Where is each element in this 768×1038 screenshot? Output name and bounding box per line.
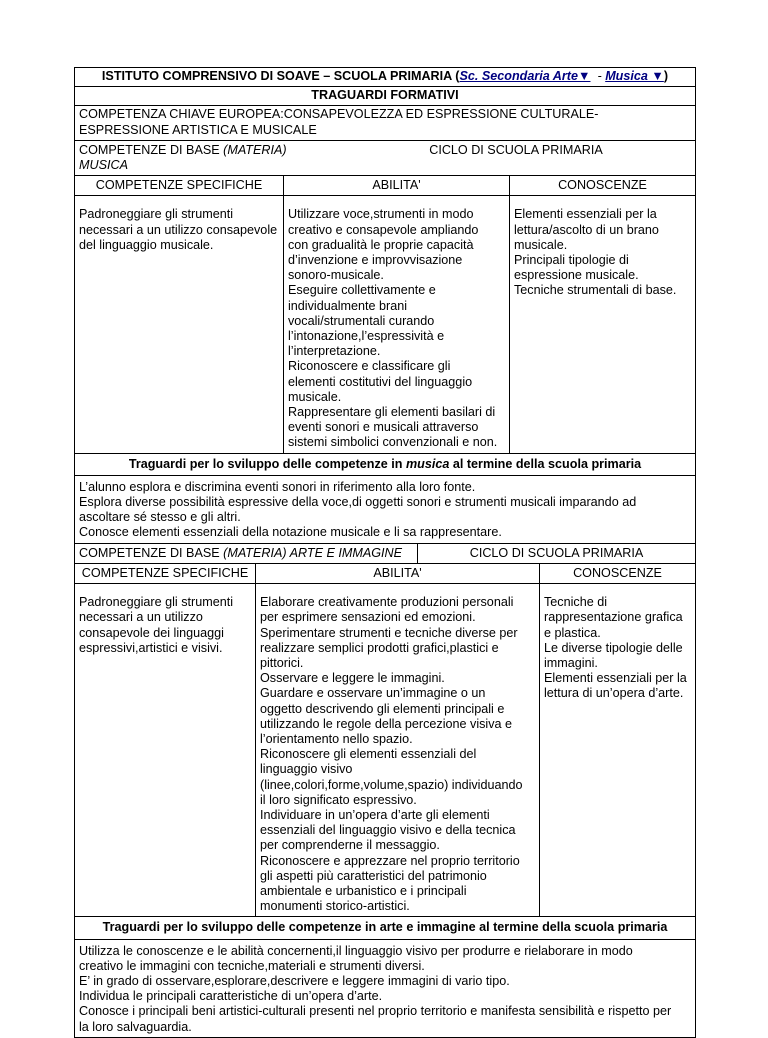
arte-conoscenze: Tecniche di rappresentazione grafica e plastica. Le diverse tipologie delle immagini. Elementi essenziali per la lettura di un’opera d’arte. (539, 584, 695, 916)
arte-traguardi-title: Traguardi per lo sviluppo delle competenze in arte e immagine al termine della scuola primaria (74, 916, 696, 939)
document-page (74, 67, 696, 1038)
arte-base-row (74, 543, 696, 564)
competenza-chiave-line: COMPETENZA CHIAVE EUROPEA:CONSAPEVOLEZZA ED ESPRESSIONE CULTURALE- (79, 107, 599, 122)
arte-col-conoscenze: CONOSCENZE (539, 564, 695, 583)
arte-ciclo: CICLO DI SCUOLA PRIMARIA (417, 544, 695, 563)
school-title-text: ISTITUTO COMPRENSIVO DI SOAVE – SCUOLA PRIMARIA ( (101, 69, 460, 83)
arte-column-headers (74, 563, 696, 584)
musica-col-abilita: ABILITA' (283, 176, 509, 195)
musica-content-row (74, 195, 696, 453)
musica-abilita: Utilizzare voce,strumenti in modo creativo e consapevole ampliando con gradualità le proprie capacità d’invenzione e improvvisazione sonoro-musicale. Eseguire collettivamente e individualmente brani vocali/strumentali curando l’intonazione,l’espressività e l’interpretazione. Riconoscere e classificare gli elementi costitutivi del linguaggio musicale. Rappresentare gli elementi basilari di eventi sonori e musicali attraverso sistemi simbolici convenzionali e non. (283, 196, 509, 452)
school-title-close: ) (663, 69, 669, 83)
link-separator: - (590, 69, 606, 83)
musica-link[interactable]: Musica ▼ (605, 69, 664, 83)
secondaria-arte-link[interactable]: Sc. Secondaria Arte▼ (459, 69, 591, 83)
arte-traguardi-text: Utilizza le conoscenze e le abilità concernenti,il linguaggio visivo per produrre e rielaborare in modo creativo le immagini con tecniche,materiali e strumenti diversi. E’ in grado di osservare,esplorare,descrivere e leggere immagini di vario tipo. Individua le principali caratteristiche di un’opera d’arte. Conosce i principali beni artistici-culturali presenti nel proprio territorio e manifesta sensibilità e rispetto per la loro salvaguardia. (74, 939, 696, 1038)
competenza-chiave (74, 105, 696, 140)
musica-materia: (MATERIA) MUSICA (79, 142, 287, 173)
musica-base-row (74, 140, 696, 176)
musica-col-conoscenze: CONOSCENZE (509, 176, 695, 195)
arte-abilita: Elaborare creativamente produzioni personali per esprimere sensazioni ed emozioni. Sperimentare strumenti e tecniche diverse per realizzare semplici prodotti grafici,plastici e pittorici. Osservare e leggere le immagini. Guardare e osservare un’immagine o un oggetto descrivendo gli elementi principali e utilizzando le regole della percezione visiva e l’orientamento nello spazio. Riconoscere gli elementi essenziali del linguaggio visivo (linee,colori,forme,volume,spazio) individuando il loro significato espressivo. Individuare in un’opera d’arte gli elementi essenziali del linguaggio visivo e della tecnica per comprenderne il messaggio. Riconoscere e apprezzare nel proprio territorio gli aspetti più caratteristici del patrimonio ambientale e urbanistico e i principali monumenti storico-artistici. (255, 584, 539, 916)
musica-traguardi-title: Traguardi per lo sviluppo delle competenze in musica al termine della scuola primaria (74, 453, 696, 476)
traguardi-formativi-heading: TRAGUARDI FORMATIVI (74, 86, 696, 106)
musica-traguardi-text: L’alunno esplora e discrimina eventi sonori in riferimento alla loro fonte. Esplora diverse possibilità espressive della voce,di oggetti sonori e strumenti musicali imparando ad ascoltare sé stesso e gli altri. Conosce elementi essenziali della notazione musicale e li sa rappresentare. (74, 475, 696, 544)
musica-traguardi-em: musica (405, 456, 450, 471)
musica-col-specifiche: COMPETENZE SPECIFICHE (95, 178, 263, 193)
musica-column-headers (74, 175, 696, 196)
school-title (74, 67, 696, 87)
musica-ciclo: CICLO DI SCUOLA PRIMARIA (429, 142, 603, 157)
musica-base-cell: COMPETENZE DI BASE (MATERIA) MUSICA (79, 142, 287, 173)
musica-conoscenze: Elementi essenziali per la lettura/ascolto di un brano musicale. Principali tipologie di espressione musicale. Tecniche strumentali di base. (509, 196, 695, 452)
competenza-chiave-line: ESPRESSIONE ARTISTICA E MUSICALE (79, 122, 317, 137)
arte-materia: (MATERIA) ARTE E IMMAGINE (223, 545, 403, 560)
arte-content-row (74, 583, 696, 917)
arte-col-abilita: ABILITA' (255, 564, 539, 583)
arte-specifiche: Padroneggiare gli strumenti necessari a un utilizzo consapevole dei linguaggi espressivi,artistici e visivi. (79, 595, 234, 655)
musica-specifiche: Padroneggiare gli strumenti necessari a un utilizzo consapevole del linguaggio musicale. (79, 207, 278, 252)
arte-col-specifiche: COMPETENZE SPECIFICHE (81, 565, 249, 580)
arte-base-cell: COMPETENZE DI BASE (MATERIA) ARTE E IMMAGINE (79, 545, 403, 560)
